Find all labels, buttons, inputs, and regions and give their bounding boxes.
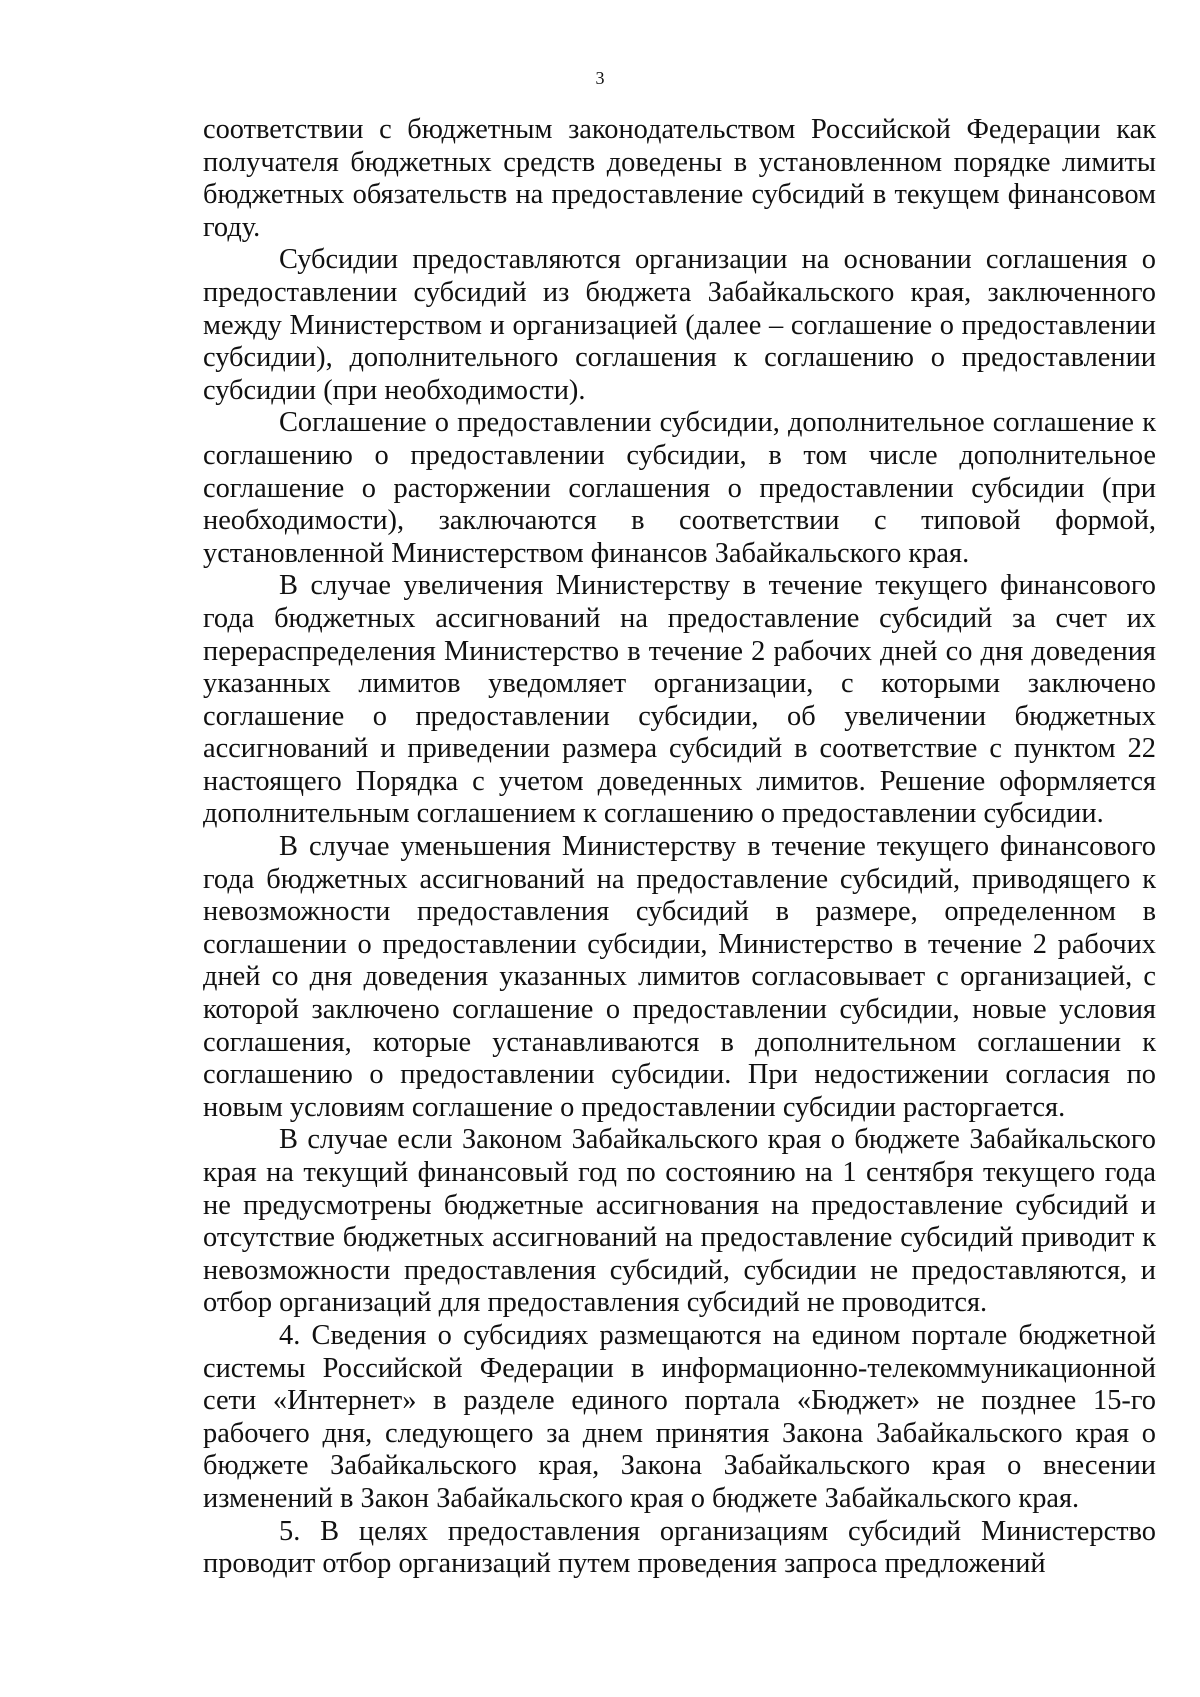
- page-number: 3: [595, 68, 605, 88]
- paragraph-budget-limits: соответствии с бюджетным законодательством Российской Федерации как получателя бюджетных средств доведены в установленном порядке лимиты бюджетных обязательств на предоставление субсидий в текущем финансовом году.: [203, 114, 1156, 243]
- paragraph-no-allocation: В случае если Законом Забайкальского края о бюджете Забайкальского края на текущий финансовый год по состоянию на 1 сентября текущего года не предусмотрены бюджетные ассигнования на предоставление субсидий и отсутствие бюджетных ассигнований на предоставление субсидий приводит к невозможности предоставления субсидий, субсидии не предоставляются, и отбор организаций для предоставления субсидий не проводится.: [203, 1124, 1156, 1319]
- paragraph-item-4: 4. Сведения о субсидиях размещаются на едином портале бюджетной системы Российской Федерации в информационно-телекоммуникационной сети «Интернет» в разделе единого портала «Бюджет» не позднее 15-го рабочего дня, следующего за днем принятия Закона Забайкальского края о бюджете Забайкальского края, Закона Забайкальского края о внесении изменений в Закон Забайкальского края о бюджете Забайкальского края.: [203, 1319, 1156, 1514]
- document-body: [203, 114, 1156, 1581]
- paragraph-item-5: 5. В целях предоставления организациям субсидий Министерство проводит отбор организаций путем проведения запроса предложений: [203, 1515, 1156, 1580]
- paragraph-subsidy-agreement: Субсидии предоставляются организации на основании соглашения о предоставлении субсидий из бюджета Забайкальского края, заключенного между Министерством и организацией (далее – соглашение о предоставлении субсидии), дополнительного соглашения к соглашению о предоставлении субсидии (при необходимости).: [203, 244, 1156, 406]
- paragraph-standard-form: Соглашение о предоставлении субсидии, дополнительное соглашение к соглашению о предоставлении субсидии, в том числе дополнительное соглашение о расторжении соглашения о предоставлении субсидии (при необходимости), заключаются в соответствии с типовой формой, установленной Министерством финансов Забайкальского края.: [203, 407, 1156, 569]
- paragraph-allocation-decrease: В случае уменьшения Министерству в течение текущего финансового года бюджетных ассигнований на предоставление субсидий, приводящего к невозможности предоставления субсидий в размере, определенном в соглашении о предоставлении субсидии, Министерство в течение 2 рабочих дней со дня доведения указанных лимитов согласовывает с организацией, с которой заключено соглашение о предоставлении субсидии, новые условия соглашения, которые устанавливаются в дополнительном соглашении к соглашению о предоставлении субсидии. При недостижении согласия по новым условиям соглашение о предоставлении субсидии расторгается.: [203, 831, 1156, 1123]
- paragraph-allocation-increase: В случае увеличения Министерству в течение текущего финансового года бюджетных ассигнований на предоставление субсидий за счет их перераспределения Министерство в течение 2 рабочих дней со дня доведения указанных лимитов уведомляет организации, с которыми заключено соглашение о предоставлении субсидии, об увеличении бюджетных ассигнований и приведении размера субсидий в соответствие с пунктом 22 настоящего Порядка с учетом доведенных лимитов. Решение оформляется дополнительным соглашением к соглашению о предоставлении субсидии.: [203, 570, 1156, 830]
